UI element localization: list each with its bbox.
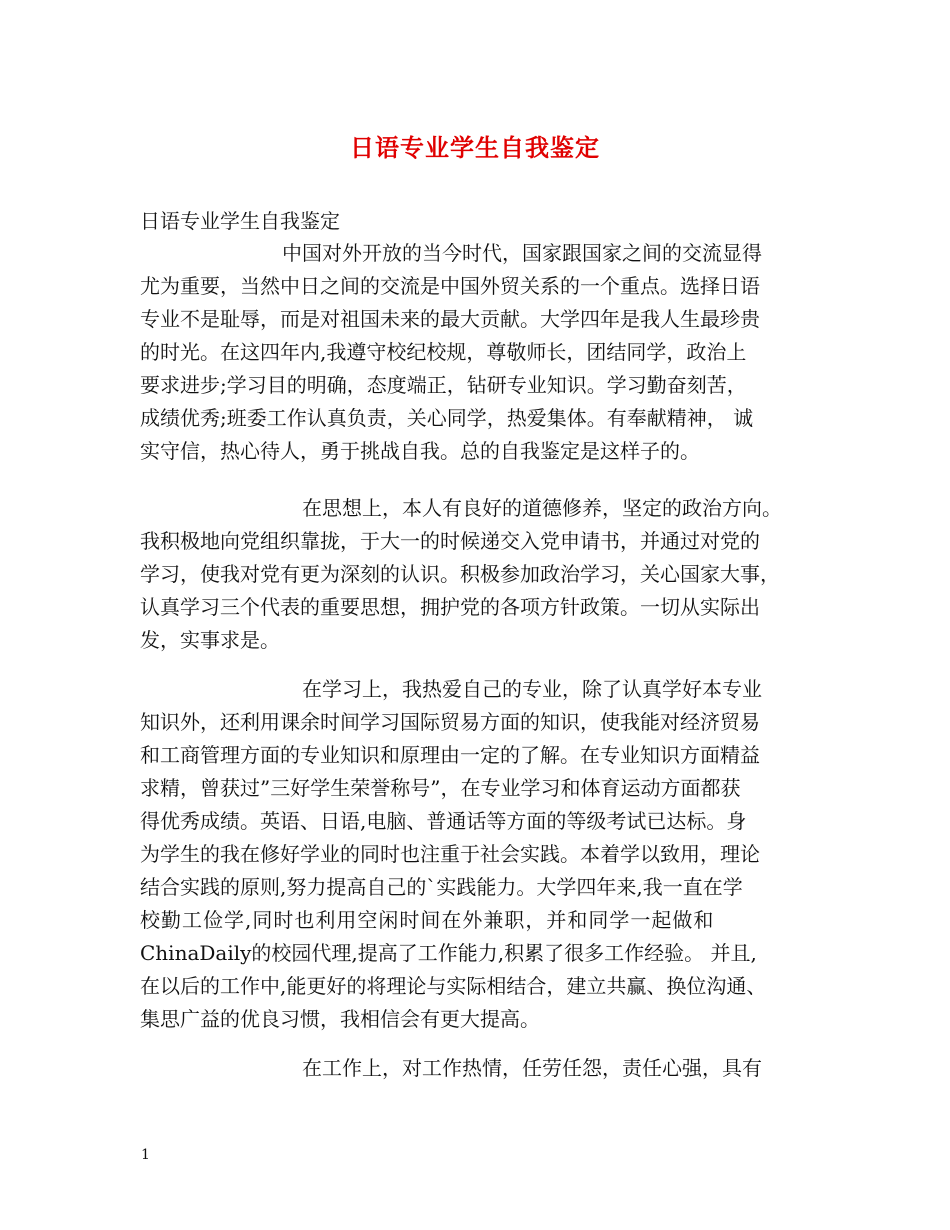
body-line: 和工商管理方面的专业知识和原理由一定的了解。在专业知识方面精益 xyxy=(140,743,760,767)
body-line: 在以后的工作中,能更好的将理论与实际相结合，建立共赢、换位沟通、 xyxy=(140,974,767,998)
body-line: 在思想上，本人有良好的道德修养，坚定的政治方向。 xyxy=(302,496,782,520)
body-line: 在工作上，对工作热情，任劳任怨，责任心强，具有 xyxy=(302,1056,762,1080)
body-line: 为学生的我在修好学业的同时也注重于社会实践。本着学以致用，理论 xyxy=(140,842,760,866)
body-line: 得优秀成绩。英语、日语,电脑、普通话等方面的等级考试已达标。身 xyxy=(140,809,747,833)
body-line: 在学习上，我热爱自己的专业，除了认真学好本专业 xyxy=(302,677,762,701)
body-line: 知识外，还利用课余时间学习国际贸易方面的知识，使我能对经济贸易 xyxy=(140,710,760,734)
body-line: 要求进步;学习目的明确，态度端正，钻研专业知识。学习勤奋刻苦， xyxy=(140,373,747,397)
body-line: 尤为重要，当然中日之间的交流是中国外贸关系的一个重点。选择日语 xyxy=(140,274,760,298)
body-line: 中国对外开放的当今时代，国家跟国家之间的交流显得 xyxy=(282,241,762,265)
body-line: 认真学习三个代表的重要思想，拥护党的各项方针政策。一切从实际出 xyxy=(140,595,760,619)
document-subtitle: 日语专业学生自我鉴定 xyxy=(140,209,340,233)
body-line: 学习，使我对党有更为深刻的认识。积极参加政治学习，关心国家大事， xyxy=(140,562,780,586)
body-line: 我积极地向党组织靠拢，于大一的时候递交入党申请书，并通过对党的 xyxy=(140,529,760,553)
body-line: 求精，曾获过”三好学生荣誉称号”，在专业学习和体育运动方面都获 xyxy=(140,776,741,800)
body-line: ChinaDaily的校园代理,提高了工作能力,积累了很多工作经验。 并且, xyxy=(140,941,757,965)
body-line: 的时光。在这四年内,我遵守校纪校规，尊敬师长，团结同学，政治上 xyxy=(140,340,747,364)
body-line: 专业不是耻辱，而是对祖国未来的最大贡献。大学四年是我人生最珍贵 xyxy=(140,307,760,331)
body-line: 集思广益的优良习惯，我相信会有更大提高。 xyxy=(140,1007,540,1031)
body-line: 结合实践的原则,努力提高自己的`实践能力。大学四年来,我一直在学 xyxy=(140,875,743,899)
document-title: 日语专业学生自我鉴定 xyxy=(350,134,600,162)
body-line: 成绩优秀;班委工作认真负责，关心同学，热爱集体。有奉献精神， 诚 xyxy=(140,406,754,430)
body-line: 实守信，热心待人，勇于挑战自我。总的自我鉴定是这样子的。 xyxy=(140,439,700,463)
body-line: 发，实事求是。 xyxy=(140,628,280,652)
page-number: 1 xyxy=(141,1147,150,1163)
body-line: 校勤工俭学,同时也利用空闲时间在外兼职，并和同学一起做和 xyxy=(140,908,715,932)
